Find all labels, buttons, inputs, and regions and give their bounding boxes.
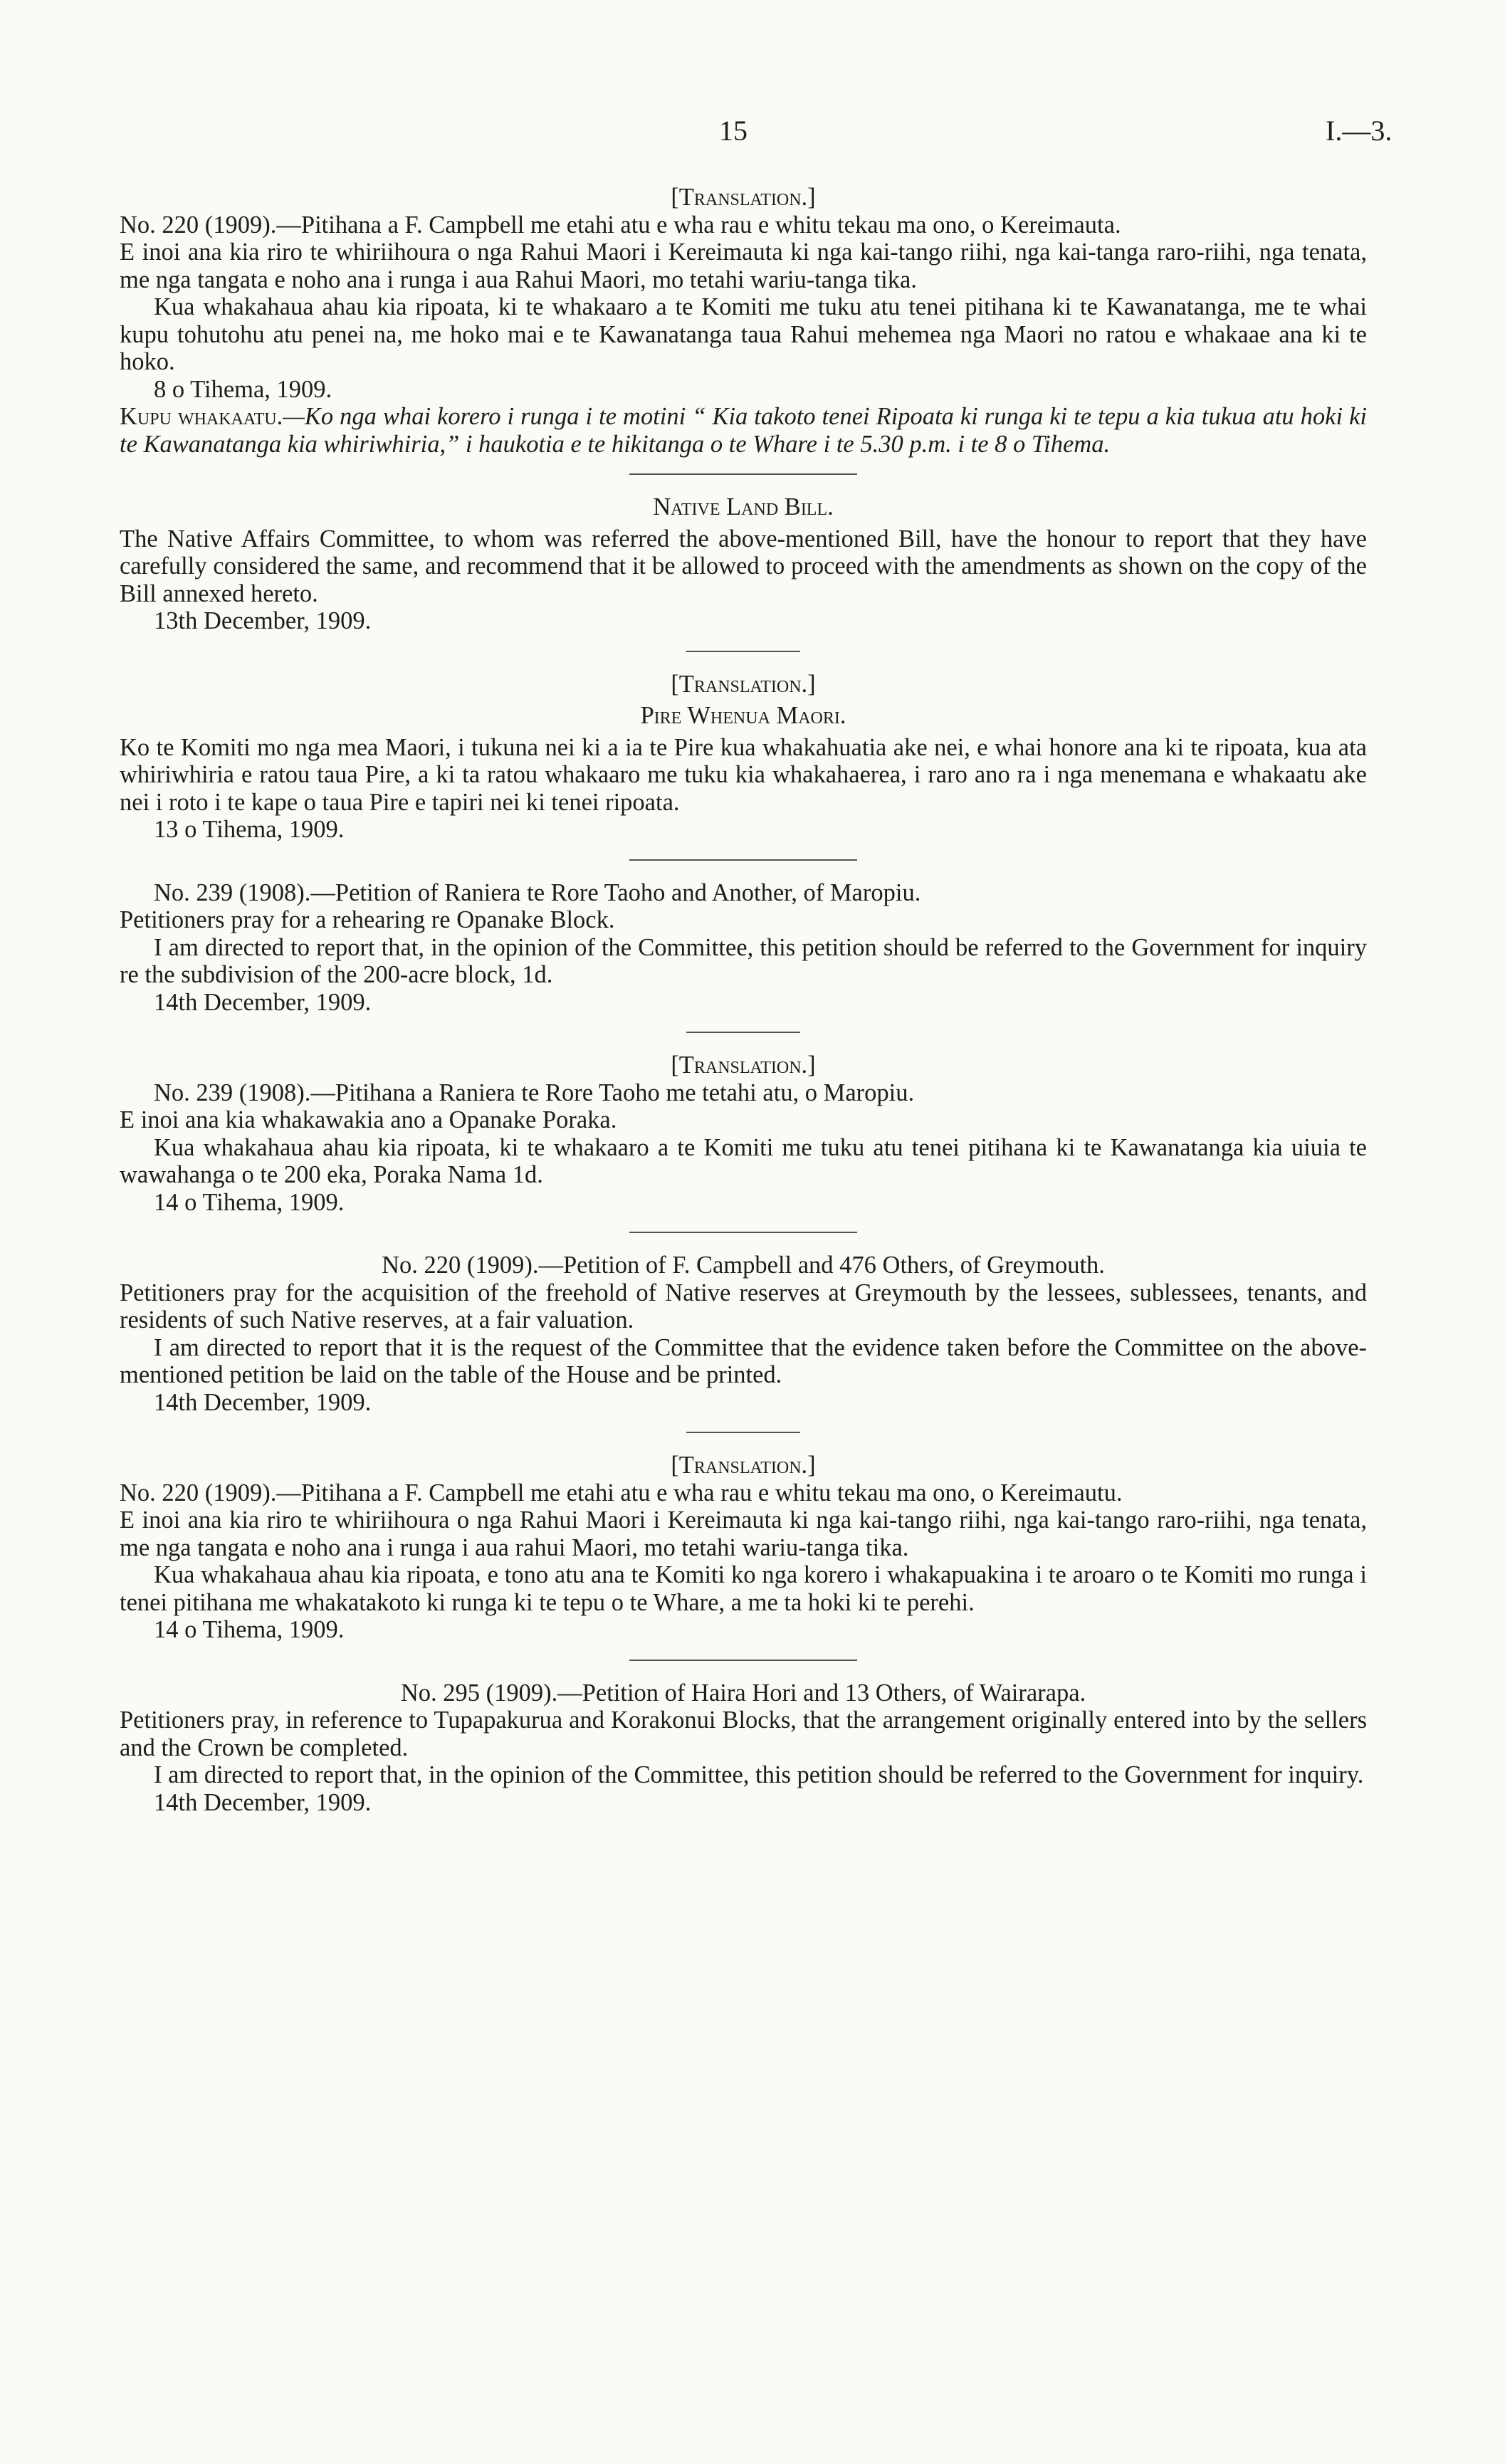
note-paragraph <box>120 403 1367 458</box>
petition-title: No. 220 (1909).—Petition of F. Campbell and 476 Others, of Greymouth. <box>382 1252 1105 1279</box>
translation-label: [Translation.] <box>671 1452 816 1479</box>
report-date: 14th December, 1909. <box>154 988 372 1016</box>
petition-prayer: Petitioners pray, in reference to Tupapakurua and Korakonui Blocks, that the arrangement originally entered into by the sellers and the Crown be completed. <box>120 1707 1367 1761</box>
section-petition-239-1908 <box>120 879 1367 1017</box>
petition-title: No. 220 (1909).—Pitihana a F. Campbell me etahi atu e wha rau e whitu tekau ma ono, o Kereimautu. <box>120 1479 1123 1506</box>
note-label: Kupu whakaatu. <box>120 403 283 430</box>
report-date: 14 o Tihema, 1909. <box>154 1616 345 1643</box>
petition-title: No. 239 (1908).—Petition of Raniera te Rore Taoho and Another, of Maropiu. <box>154 879 921 906</box>
petition-prayer: E inoi ana kia riro te whiriihoura o nga Rahui Maori i Kereimauta ki nga kai-tango riihi, nga kai-tango raro-riihi, nga tenata, me nga tangata e noho ana i runga i aua rahui Maori, mo tetahi wariu-tanga tika. <box>120 1506 1367 1561</box>
section-pire-whenua-maori <box>120 671 1367 844</box>
committee-report: I am directed to report that, in the opinion of the Committee, this petition should be referred to the Government for inquiry re the subdivision of the 200-acre block, 1d. <box>120 933 1367 988</box>
section-divider <box>629 1232 857 1233</box>
report-date: 14th December, 1909. <box>154 1788 372 1816</box>
section-native-land-bill <box>120 493 1367 635</box>
committee-report: Kua whakahaua ahau kia ripoata, ki te whakaaro a te Komiti me tuku atu tenei pitihana ki te Kawanatanga, me te whai kupu tohutohu atu penei na, me hoko mai e te Kawanatanga taua Rahui mehemea nga Maori no ratou e whakaae ana ki te hoko. <box>120 293 1367 375</box>
report-date: 13th December, 1909. <box>154 607 372 634</box>
committee-report: Ko te Komiti mo nga mea Maori, i tukuna nei ki a ia te Pire kua whakahuatia ake nei, e whai honore ana ki te ripoata, kua ata whiriwhiria e ratou taua Pire, a ki ta ratou whakaaro me tuku kia whakahaerea, i raro ano ra i nga menemana e whakaatu ake nei i roto i te kape o taua Pire e tapiri nei ki tenei ripoata. <box>120 733 1367 816</box>
note-text: —Ko nga whai korero i runga i te motini “ Kia takoto tenei Ripoata ki runga ki te tepu a kia tukua atu hoki ki te Kawanatanga kia whiriwhiria,” i haukotia e te hikitanga o te Whare i te 5.30 p.m. i te 8 o Tihema. <box>120 403 1367 458</box>
page-content <box>120 184 1367 1816</box>
translation-label: [Translation.] <box>671 184 816 211</box>
document-reference: I.—3. <box>1326 115 1393 147</box>
petition-title: No. 239 (1908).—Pitihana a Raniera te Rore Taoho me tetahi atu, o Maropiu. <box>154 1079 915 1106</box>
page-number: 15 <box>719 115 748 147</box>
petition-title: No. 220 (1909).—Pitihana a F. Campbell me etahi atu e wha rau e whitu tekau ma ono, o Kereimauta. <box>120 211 1121 238</box>
section-divider <box>629 473 857 475</box>
report-date: 14th December, 1909. <box>154 1388 372 1416</box>
petition-prayer: Petitioners pray for the acquisition of the freehold of Native reserves at Greymouth by the lessees, sublessees, tenants, and residents of such Native reserves, at a fair valuation. <box>120 1279 1367 1333</box>
petition-title: No. 295 (1909).—Petition of Haira Hori and 13 Others, of Wairarapa. <box>400 1679 1086 1707</box>
report-date: 14 o Tihema, 1909. <box>154 1188 345 1216</box>
petition-prayer: E inoi ana kia whakawakia ano a Opanake Poraka. <box>120 1106 617 1133</box>
translation-label: [Translation.] <box>671 670 816 698</box>
section-translation-239-1908 <box>120 1052 1367 1216</box>
report-date: 13 o Tihema, 1909. <box>154 816 345 843</box>
section-petition-295-1909 <box>120 1679 1367 1817</box>
committee-report: I am directed to report that it is the request of the Committee that the evidence taken before the Committee on the above-mentioned petition be laid on the table of the House and be printed. <box>120 1333 1367 1388</box>
committee-report: Kua whakahaua ahau kia ripoata, e tono atu ana te Komiti ko nga korero i whakapuakina i te aroaro o te Komiti mo runga i tenei pitihana me whakatakoto ki runga ki te tepu o te Whare, a me ta hoki ki te perehi. <box>120 1561 1367 1616</box>
section-divider <box>686 1032 800 1033</box>
section-divider <box>686 651 800 652</box>
petition-prayer: E inoi ana kia riro te whiriihoura o nga Rahui Maori i Kereimauta ki nga kai-tango riihi, nga kai-tanga raro-riihi, nga tenata, me nga tangata e noho ana i runga i aua Rahui Maori, mo tetahi wariu-tanga tika. <box>120 238 1367 293</box>
section-divider <box>686 1432 800 1433</box>
committee-report: Kua whakahaua ahau kia ripoata, ki te whakaaro a te Komiti me tuku atu tenei pitihana ki te Kawanatanga kia uiuia te wawahanga o te 200 eka, Poraka Nama 1d. <box>120 1133 1367 1188</box>
section-heading: Pire Whenua Maori. <box>640 702 846 729</box>
section-divider <box>629 1660 857 1661</box>
section-divider <box>629 859 857 861</box>
petition-prayer: Petitioners pray for a rehearing re Opanake Block. <box>120 906 615 933</box>
section-translation-220-1909 <box>120 184 1367 458</box>
section-heading: Native Land Bill. <box>653 493 834 520</box>
committee-report: The Native Affairs Committee, to whom was referred the above-mentioned Bill, have the honour to report that they have carefully considered the same, and recommend that it be allowed to proceed with the amendments as shown on the copy of the Bill annexed hereto. <box>120 525 1367 607</box>
report-date: 8 o Tihema, 1909. <box>154 375 332 403</box>
section-translation-220-1909-b <box>120 1452 1367 1644</box>
section-petition-220-1909 <box>120 1252 1367 1416</box>
translation-label: [Translation.] <box>671 1052 816 1079</box>
committee-report: I am directed to report that, in the opinion of the Committee, this petition should be referred to the Government for inquiry. <box>154 1761 1364 1788</box>
